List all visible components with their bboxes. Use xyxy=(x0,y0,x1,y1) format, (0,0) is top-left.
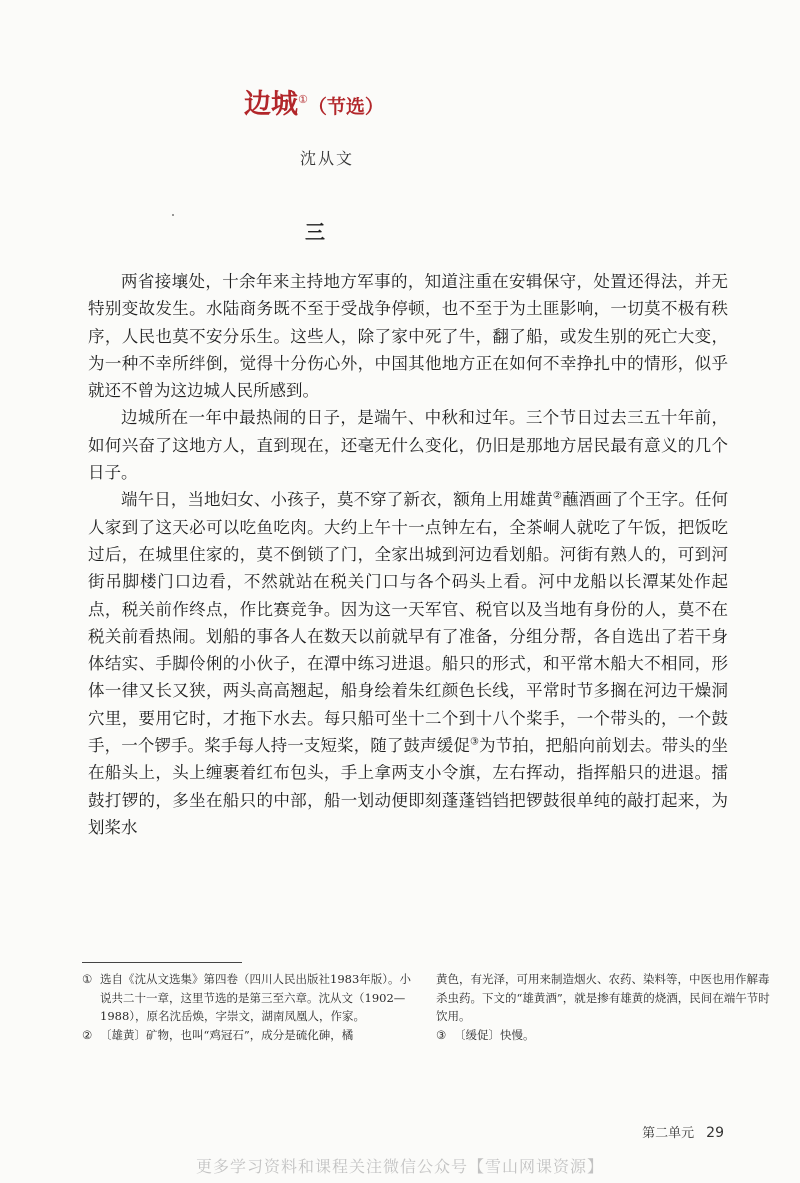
article-body xyxy=(88,268,728,841)
paragraph-3-part-2: 蘸酒画了个王字。任何人家到了这天必可以吃鱼吃肉。大约上午十一点钟左右，全茶峒人就吃了午饭，把饭吃过后，在城里住家的，莫不倒锁了门，全家出城到河边看划船。河街有熟人的，可到河街吊脚楼门口边看，不然就站在税关门口与各个码头上看。河中龙船以长潭某处作起点，税关前作终点，作比赛竞争。因为这一天军官、税官以及当地有身份的人，莫不在税关前看热闹。划船的事各人在数天以前就早有了准备，分组分帮，各自选出了若干身体结实、手脚伶俐的小伙子，在潭中练习进退。船只的形式，和平常木船大不相同，形体一律又长又狭，两头高高翘起，船身绘着朱红颜色长线，平常时节多搁在河边干燥洞穴里，要用它时，才拖下水去。每只船可坐十二个到十八个桨手，一个带头的，一个鼓手，一个锣手。桨手每人持一支短桨，随了鼓声缓促 xyxy=(88,490,729,756)
page-footer xyxy=(642,1122,724,1141)
paragraph-3-part-1: 端午日，当地妇女、小孩子，莫不穿了新衣，额角上用雄黄 xyxy=(121,490,553,510)
paragraph-3-part-3: 为节拍，把船向前划去。带头的坐在船头上，头上缠裹着红布包头，手上拿两支小令旗，左右挥动，指挥船只的进退。擂鼓打锣的，多坐在船只的中部，船一划动便即刻蓬蓬铛铛把锣鼓很单纯的敲打起来，为划桨水 xyxy=(88,736,729,837)
title-footnote-mark[interactable]: ① xyxy=(298,93,308,106)
footnote-1-number: ① xyxy=(82,972,93,986)
author-name: 沈从文 xyxy=(300,149,355,168)
footnote-3 xyxy=(436,1026,772,1045)
section-heading: 三 xyxy=(305,220,325,244)
footnote-2-text: 〔雄黄〕矿物，也叫“鸡冠石”，成分是硫化砷，橘 xyxy=(100,1027,354,1042)
footnote-1-text: 选自《沈从文选集》第四卷（四川人民出版社1983年版）。小说共二十一章，这里节选的是第三至六章。沈从文（1902—1988），原名沈岳焕，字崇文，湖南凤凰人，作家。 xyxy=(100,972,412,1023)
paragraph-2: 边城所在一年中最热闹的日子，是端午、中秋和过年。三个节日过去三五十年前，如何兴奋了这地方人，直到现在，还毫无什么变化，仍旧是那地方居民最有意义的几个日子。 xyxy=(88,408,728,483)
footnote-3-text: 〔缓促〕快慢。 xyxy=(454,1027,535,1042)
footnote-ref-2[interactable]: ② xyxy=(552,490,562,502)
footnotes xyxy=(82,970,772,1044)
footnote-ref-3[interactable]: ③ xyxy=(469,736,480,748)
paragraph-1: 两省接壤处，十余年来主持地方军事的，知道注重在安辑保守，处置还得法，并无特别变故发生。水陆商务既不至于受战争停顿，也不至于为土匪影响，一切莫不极有秩序，人民也莫不安分乐生。这些人，除了家中死了牛，翻了船，或发生别的死亡大变，为一种不幸所绊倒，觉得十分伤心外，中国其他地方正在如何不幸挣扎中的情形，似乎就还不曾为这边城人民所感到。 xyxy=(88,272,728,401)
unit-label: 第二单元 xyxy=(642,1126,695,1141)
article-title xyxy=(244,82,384,125)
footnotes-right-column xyxy=(436,970,772,1044)
footnote-divider xyxy=(82,962,242,963)
title-main: 边城 xyxy=(244,89,298,120)
footnote-1 xyxy=(82,970,418,1026)
footnote-2-continued: 黄色，有光泽，可用来制造烟火、农药、染料等，中医也用作解毒杀虫药。下文的“雄黄酒”，就是掺有雄黄的烧酒，民间在端午节时饮用。 xyxy=(436,972,770,1023)
footnote-3-number: ③ xyxy=(436,1027,447,1042)
title-subtitle: （节选） xyxy=(307,96,384,118)
footnote-2 xyxy=(82,1026,418,1045)
footnotes-left-column xyxy=(82,970,418,1044)
page-number: 29 xyxy=(706,1125,724,1141)
paragraph-3 xyxy=(88,486,728,841)
footnote-2-number: ② xyxy=(82,1027,93,1042)
stray-dot xyxy=(172,214,174,216)
watermark-text: 更多学习资料和课程关注微信公众号【雪山网课资源】 xyxy=(195,1157,604,1176)
